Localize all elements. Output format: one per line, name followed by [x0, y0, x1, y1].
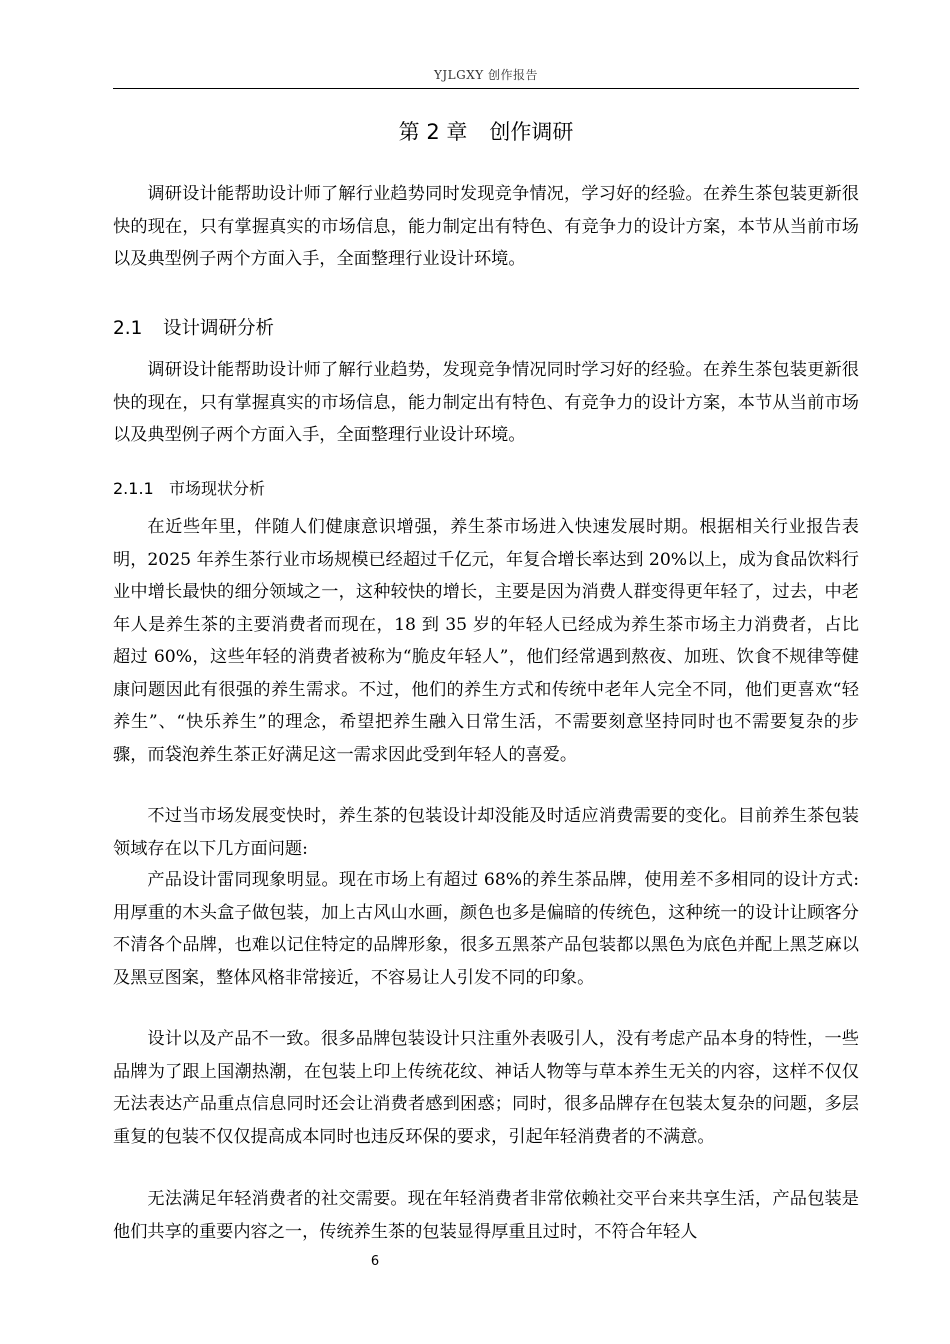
paragraph-packaging-issues: 不过当市场发展变快时，养生茶的包装设计却没能及时适应消费需要的变化。目前养生茶包装领域存在以下几方面问题:: [113, 806, 859, 859]
running-header: YJLGXY 创作报告: [433, 68, 539, 82]
header-rule: [113, 88, 859, 89]
paragraph-design-similarity: 产品设计雷同现象明显。现在市场上有超过 68%的养生茶品牌，使用差不多相同的设计方式: 用厚重的木头盒子做包装，加上古风山水画，颜色也多是偏暗的传统色，这种统一的设计让顾客分不清各个品牌，也难以记住特定的品牌形象，很多五黑茶产品包装都以黑色为底色并配上黑芝麻以及黑豆图案，整体风格非常接近，不容易让人引发不同的印象。: [113, 870, 859, 988]
section-number: 2.1: [113, 318, 143, 339]
intro-paragraph: 调研设计能帮助设计师了解行业趋势同时发现竞争情况，学习好的经验。在养生茶包装更新很快的现在，只有掌握真实的市场信息，能力制定出有特色、有竞争力的设计方案，本节从当前市场以及典型例子两个方面入手，全面整理行业设计环境。: [113, 184, 859, 269]
chapter-number: 第 2 章: [398, 120, 468, 144]
section-title: 设计调研分析: [163, 318, 275, 339]
paragraph-design-mismatch: 设计以及产品不一致。很多品牌包装设计只注重外表吸引人，没有考虑产品本身的特性，一些品牌为了跟上国潮热潮，在包装上印上传统花纹、神话人物等与草本养生无关的内容，这样不仅仅无法表达产品重点信息同时还会让消费者感到困惑；同时，很多品牌存在包装太复杂的问题，多层重复的包装不仅仅提高成本同时也违反环保的要求，引起年轻消费者的不满意。: [113, 1029, 859, 1147]
page-number: 6: [370, 1254, 380, 1269]
subsection-heading: [113, 476, 265, 499]
paragraph-market-growth: 在近些年里，伴随人们健康意识增强，养生茶市场进入快速发展时期。根据相关行业报告表明，2025 年养生茶行业市场规模已经超过千亿元，年复合增长率达到 20%以上，成为食品饮料行业中增长最快的细分领域之一，这种较快的增长，主要是因为消费人群变得更年轻了，过去，中老年人是养生茶的主要消费者而现在，18 到 35 岁的年轻人已经成为养生茶市场主力消费者，占比超过 60%，这些年轻的消费者被称为“脆皮年轻人”，他们经常遇到熬夜、加班、饮食不规律等健康问题因此有很强的养生需求。不过，他们的养生方式和传统中老年人完全不同，他们更喜欢“轻养生”、“快乐养生”的理念，希望把养生融入日常生活，不需要刻意坚持同时也不需要复杂的步骤，而袋泡养生茶正好满足这一需求因此受到年轻人的喜爱。: [113, 517, 859, 765]
paragraph-social-needs: 无法满足年轻消费者的社交需要。现在年轻消费者非常依赖社交平台来共享生活，产品包装是他们共享的重要内容之一，传统养生茶的包装显得厚重且过时，不符合年轻人: [113, 1189, 859, 1242]
subsection-number: 2.1.1: [113, 479, 154, 498]
chapter-title: 创作调研: [489, 120, 574, 144]
subsection-title: 市场现状分析: [169, 479, 266, 498]
section-paragraph: 调研设计能帮助设计师了解行业趋势，发现竞争情况同时学习好的经验。在养生茶包装更新很快的现在，只有掌握真实的市场信息，能力制定出有特色、有竞争力的设计方案，本节从当前市场以及典型例子两个方面入手，全面整理行业设计环境。: [113, 360, 859, 445]
chapter-heading: [113, 116, 859, 146]
section-heading: [113, 314, 274, 340]
